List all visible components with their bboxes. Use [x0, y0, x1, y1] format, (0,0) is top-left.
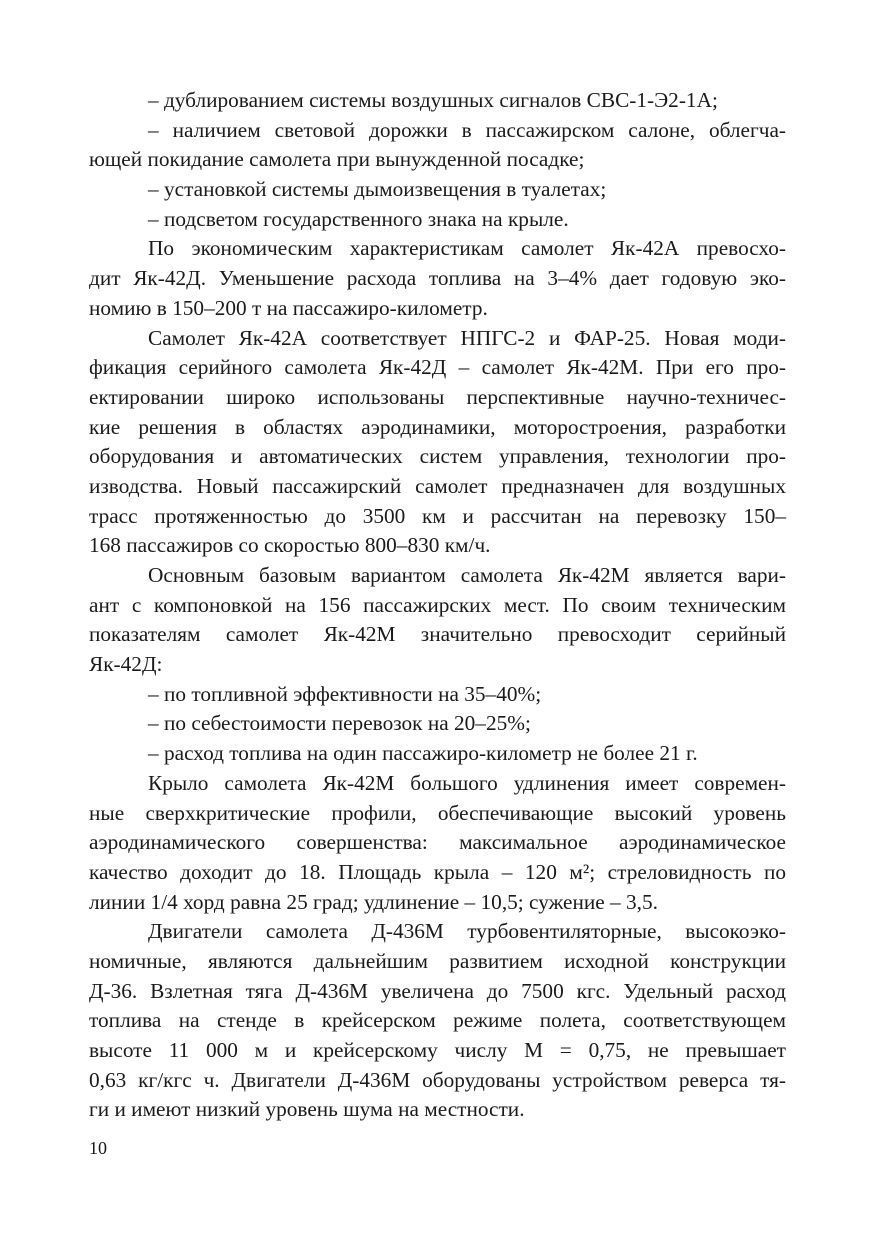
- text-line: фикация серийного самолета Як-42Д – самолет Як-42М. При его про-: [89, 355, 786, 380]
- text-line: ант с компоновкой на 156 пассажирских мест. По своим техническим: [89, 592, 786, 617]
- text-line: Основным базовым вариантом самолета Як-42М является вари-: [148, 563, 786, 587]
- text-line: дит Як-42Д. Уменьшение расхода топлива на 3–4% дает годовую эко-: [89, 266, 786, 291]
- text-line: ные сверхкритические профили, обеспечивающие высокий уровень: [89, 800, 786, 825]
- text-line: – по топливной эффективности на 35–40%;: [148, 681, 542, 706]
- text-line: – по себестоимости перевозок на 20–25%;: [148, 711, 531, 736]
- text-line: ектировании широко использованы перспективные научно-техничес-: [89, 384, 786, 409]
- text-line: По экономическим характеристикам самолет Як-42А превосхо-: [148, 236, 786, 261]
- text-line: 0,63 кг/кгс ч. Двигатели Д-436М оборудованы устройством реверса тя-: [89, 1067, 786, 1092]
- text-line: линии 1/4 хорд равна 25 град; удлинение – 10,5; сужение – 3,5.: [89, 889, 658, 914]
- text-line: – наличием световой дорожки в пассажирском салоне, облегча-: [148, 117, 786, 142]
- text-line: трасс протяженностью до 3500 км и рассчитан на перевозку 150–: [89, 503, 786, 528]
- text-line: номию в 150–200 т на пассажиро-километр.: [89, 295, 488, 320]
- text-line: – установкой системы дымоизвещения в туалетах;: [148, 177, 607, 202]
- text-line: Двигатели самолета Д-436М турбовентиляторные, высокоэко-: [148, 919, 786, 944]
- text-line: ющей покидание самолета при вынужденной посадке;: [89, 147, 585, 172]
- text-line: Як-42Д:: [89, 652, 163, 677]
- text-line: Крыло самолета Як-42М большого удлинения имеет современ-: [148, 770, 786, 795]
- text-line: показателям самолет Як-42М значительно превосходит серийный: [89, 622, 786, 647]
- text-line: изводства. Новый пассажирский самолет предназначен для воздушных: [89, 473, 786, 498]
- text-line: – расход топлива на один пассажиро-километр не более 21 г.: [148, 741, 698, 766]
- text-line: аэродинамического совершенства: максимальное аэродинамическое: [89, 830, 786, 855]
- page-number: 10: [89, 1138, 107, 1158]
- text-line: ги и имеют низкий уровень шума на местности.: [89, 1097, 525, 1122]
- text-line: – дублированием системы воздушных сигналов СВС-1-Э2-1А;: [148, 88, 718, 112]
- text-line: высоте 11 000 м и крейсерскому числу М = 0,75, не превышает: [89, 1038, 786, 1062]
- text-line: топлива на стенде в крейсерском режиме полета, соответствующем: [89, 1008, 786, 1033]
- text-line: качество доходит до 18. Площадь крыла – 120 м²; стреловидность по: [89, 859, 786, 884]
- body-text: [89, 86, 786, 1125]
- text-line: – подсветом государственного знака на крыле.: [148, 206, 569, 231]
- text-line: 168 пассажиров со скоростью 800–830 км/ч.: [89, 533, 491, 558]
- text-line: кие решения в областях аэродинамики, моторостроения, разработки: [89, 414, 786, 439]
- text-line: номичные, являются дальнейшим развитием исходной конструкции: [89, 948, 786, 973]
- text-line: Самолет Як-42А соответствует НПГС-2 и ФАР-25. Новая моди-: [148, 325, 786, 350]
- text-line: Д-36. Взлетная тяга Д-436М увеличена до 7500 кгс. Удельный расход: [89, 978, 786, 1003]
- text-line: оборудования и автоматических систем управления, технологии про-: [89, 444, 786, 469]
